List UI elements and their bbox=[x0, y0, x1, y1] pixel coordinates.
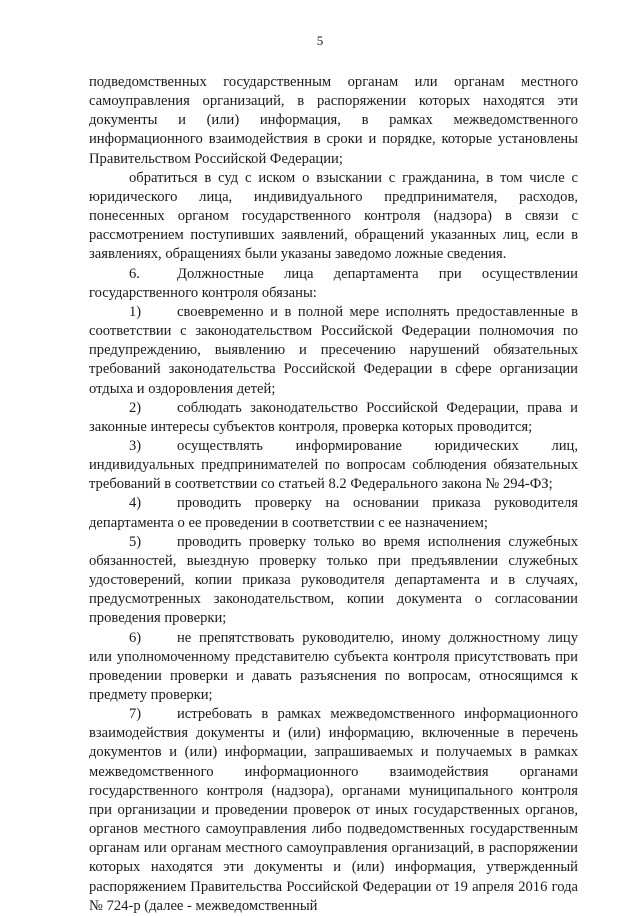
list-item-text: истребовать в рамках межведомственного информационного взаимодействия документы и (или) информацию, включенные в перечень документов и (или) информации, запрашиваемых и получаемых в рамках межведомственного информационного взаимодействия органами государственного контроля (надзора), органами муниципального контроля при организации и проведении проверок от иных государственных органов, органов местного самоуправления либо подведомственных государственным органам или органам местного самоуправления организаций, в распоряжении которых находятся эти документы и (или) информация, утвержденный распоряжением Правительства Российской Федерации от 19 апреля 2016 года № 724-р (далее - межведомственный bbox=[89, 706, 578, 914]
list-item-number: 2) bbox=[129, 399, 142, 416]
paragraph-section-6 bbox=[89, 265, 578, 303]
list-item-number: 3) bbox=[129, 437, 142, 454]
list-item-7 bbox=[89, 705, 578, 916]
paragraph-number: 6. bbox=[129, 265, 140, 282]
list-item-6 bbox=[89, 629, 578, 706]
list-item-number: 4) bbox=[129, 495, 142, 512]
list-item-text: не препятствовать руководителю, иному должностному лицу или уполномоченному представителю субъекта контроля присутствовать при проведении проверки и давать разъяснения по вопросам, относящимся к предмету проверки; bbox=[89, 629, 578, 703]
paragraph-court-claim bbox=[89, 169, 578, 265]
list-item-number: 1) bbox=[129, 303, 142, 320]
list-item-text: проводить проверку на основании приказа руководителя департамента о ее проведении в соответствии с ее назначением; bbox=[89, 495, 578, 531]
paragraph-text: обратиться в суд с иском о взыскании с гражданина, в том числе с юридического лица, индивидуального предпринимателя, расходов, понесенных органом государственного контроля (надзора) в связи с рассмотрением поступивших заявлений, обращений указанных лиц, если в заявлениях, обращениях были указаны заведомо ложные сведения. bbox=[89, 169, 578, 263]
list-item-text: осуществлять информирование юридических лиц, индивидуальных предпринимателей по вопросам соблюдения обязательных требований в соответствии со статьей 8.2 Федерального закона № 294-ФЗ; bbox=[89, 437, 578, 493]
list-item-number: 6) bbox=[129, 629, 142, 646]
list-item-5 bbox=[89, 533, 578, 629]
document-body bbox=[89, 73, 578, 916]
list-item-4 bbox=[89, 494, 578, 532]
list-item-2 bbox=[89, 399, 578, 437]
paragraph-text: подведомственных государственным органам или органам местного самоуправления организаций, в распоряжении которых находятся эти документы и (или) информация, в рамках межведомственного информационного взаимодействия в сроки и порядке, которые установлены Правительством Российской Федерации; bbox=[89, 74, 578, 167]
list-item-3 bbox=[89, 437, 578, 494]
paragraph-text: Должностные лица департамента при осуществлении государственного контроля обязаны: bbox=[89, 265, 578, 301]
list-item-number: 7) bbox=[129, 706, 142, 723]
list-item-1 bbox=[89, 303, 578, 399]
list-item-number: 5) bbox=[129, 533, 142, 550]
page-number: 5 bbox=[316, 33, 324, 48]
list-item-text: своевременно и в полной мере исполнять предоставленные в соответствии с законодательством Российской Федерации полномочия по предупреждению, выявлению и пресечению нарушений обязательных требований законодательства Российской Федерации в сфере организации отдыха и оздоровления детей; bbox=[89, 303, 578, 397]
paragraph-continuation bbox=[89, 73, 578, 169]
list-item-text: проводить проверку только во время исполнения служебных обязанностей, выездную проверку только при предъявлении служебных удостоверений, копии приказа руководителя департамента и в случаях, предусмотренных законодательством, копии документа о согласовании проведения проверки; bbox=[89, 533, 578, 627]
list-item-text: соблюдать законодательство Российской Федерации, права и законные интересы субъектов контроля, проверка которых проводится; bbox=[89, 399, 578, 435]
